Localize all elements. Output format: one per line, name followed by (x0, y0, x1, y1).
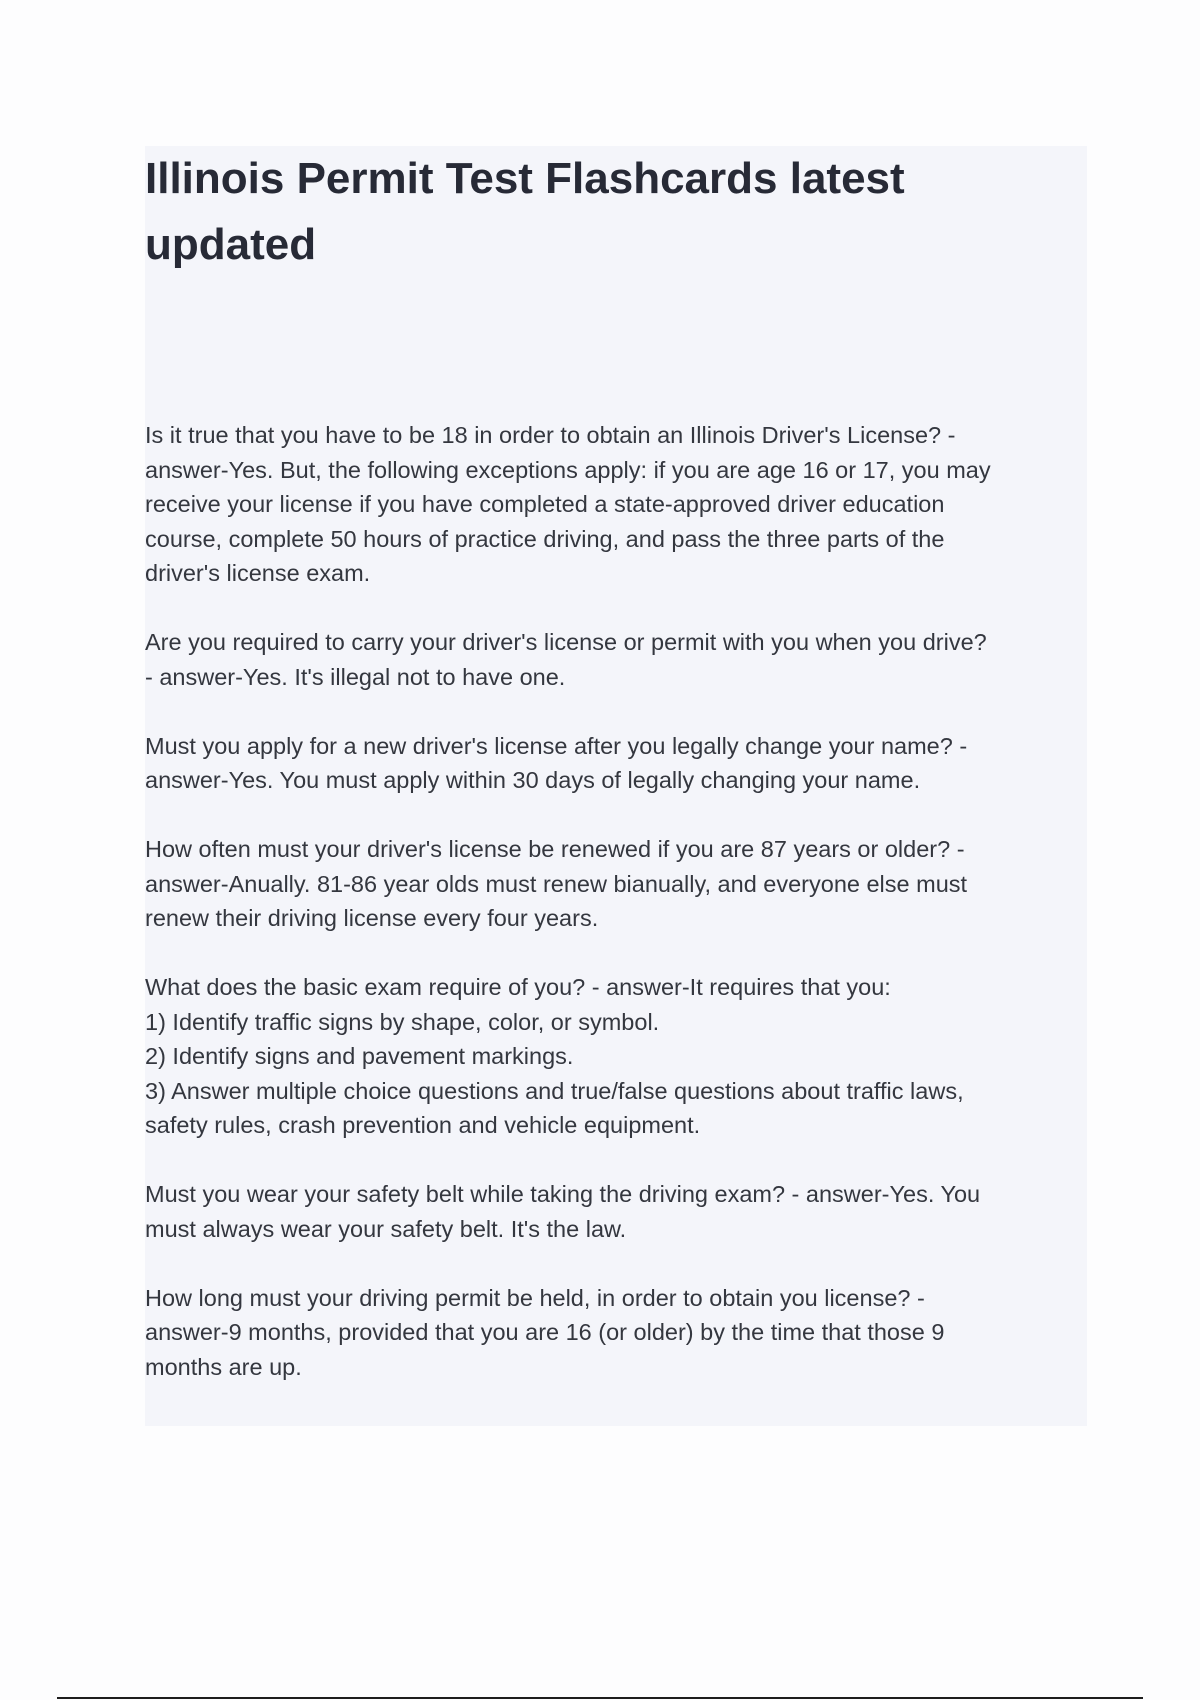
qa-line: answer-Yes. You must apply within 30 days of legally changing your name. (145, 767, 921, 793)
qa-line: Must you wear your safety belt while taking the driving exam? - answer-Yes. You (145, 1181, 981, 1207)
qa-line: receive your license if you have completed a state-approved driver education (145, 491, 945, 517)
qa-line: How often must your driver's license be renewed if you are 87 years or older? - (145, 836, 965, 862)
qa-line: Must you apply for a new driver's license after you legally change your name? - (145, 732, 968, 759)
qa-line: renew their driving license every four years. (145, 905, 599, 931)
qa-item (145, 729, 1090, 798)
qa-line: Are you required to carry your driver's license or permit with you when you drive? (145, 629, 987, 655)
qa-item (145, 625, 1090, 694)
qa-line: must always wear your safety belt. It's the law. (145, 1215, 627, 1242)
qa-line: course, complete 50 hours of practice driving, and pass the three parts of the (145, 525, 945, 552)
page-title (145, 146, 1005, 278)
qa-line: months are up. (145, 1353, 302, 1380)
qa-line: 1) Identify traffic signs by shape, color, or symbol. (145, 1008, 660, 1035)
qa-line: 3) Answer multiple choice questions and true/false questions about traffic laws, (145, 1077, 964, 1104)
qa-item (145, 1281, 1090, 1385)
qa-item (145, 970, 1090, 1143)
qa-line: - answer-Yes. It's illegal not to have one. (145, 663, 566, 690)
footer-divider (57, 1697, 1143, 1699)
qa-line: answer-Yes. But, the following exceptions apply: if you are age 16 or 17, you may (145, 456, 991, 483)
qa-line: answer-9 months, provided that you are 16 (or older) by the time that those 9 (145, 1319, 945, 1345)
title-line: updated (145, 220, 317, 269)
qa-line: driver's license exam. (145, 560, 371, 586)
title-line: Illinois Permit Test Flashcards latest (145, 154, 905, 203)
qa-list (145, 418, 1090, 1419)
qa-line: safety rules, crash prevention and vehicle equipment. (145, 1112, 701, 1138)
qa-line: answer-Anually. 81-86 year olds must renew bianually, and everyone else must (145, 870, 968, 897)
qa-item (145, 1177, 1090, 1246)
qa-line: Is it true that you have to be 18 in order to obtain an Illinois Driver's License? - (145, 422, 956, 448)
qa-item (145, 832, 1090, 936)
qa-line: 2) Identify signs and pavement markings. (145, 1043, 574, 1069)
qa-line: What does the basic exam require of you? - answer-It requires that you: (145, 974, 891, 1000)
qa-item (145, 418, 1090, 591)
qa-line: How long must your driving permit be held, in order to obtain you license? - (145, 1284, 925, 1311)
